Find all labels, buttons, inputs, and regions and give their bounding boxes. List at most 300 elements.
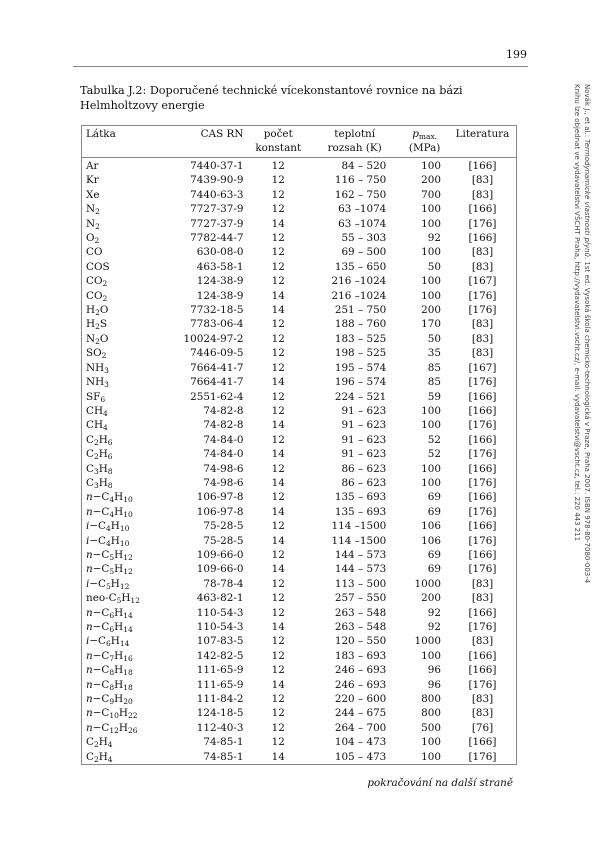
formula-element: H: [114, 491, 124, 504]
cell-pocet: 12: [271, 260, 285, 273]
cell-latka: [82, 721, 164, 735]
cell-pocet: 12: [271, 577, 285, 590]
cell-cas: 109-66-0: [196, 563, 244, 576]
header-rule: [73, 66, 528, 67]
cell-pmax: 92: [427, 621, 441, 633]
table-row: [82, 735, 517, 749]
cell-pocet: 12: [271, 232, 285, 245]
cell-cas: 7439-90-9: [190, 174, 244, 187]
cell-latka: [82, 692, 164, 706]
cell-literatura: [76]: [471, 721, 494, 734]
formula-subscript: 4: [103, 408, 108, 418]
cell-pocet: 12: [271, 548, 285, 561]
cell-cas: 106-97-8: [196, 505, 244, 518]
formula-subscript: 8: [107, 480, 113, 490]
prefix-dash: −: [92, 606, 102, 619]
isomer-prefix: n: [86, 678, 93, 691]
formula-subscript: 6: [107, 452, 113, 462]
formula-element: C: [101, 548, 110, 561]
formula-subscript: 10: [123, 495, 133, 505]
cell-pmax: 85: [427, 376, 441, 389]
table-row: [82, 591, 517, 605]
header-rozsah-2: rozsah (K): [309, 141, 400, 158]
cell-pocet: 12: [271, 462, 285, 475]
cell-latka: [82, 476, 164, 490]
cell-literatura: [166]: [468, 520, 497, 533]
cell-pmax: 35: [427, 347, 441, 360]
cell-pocet: 12: [271, 707, 285, 720]
cell-rozsah: 257 – 550: [334, 592, 387, 605]
cell-literatura: [83]: [471, 635, 494, 648]
cell-rozsah: 91 – 623: [341, 433, 387, 446]
cell-cas: 111-65-9: [196, 664, 244, 677]
formula-element: H: [110, 534, 120, 547]
cell-literatura: [166]: [468, 433, 497, 446]
cell-pocet: 14: [271, 217, 285, 230]
cell-pmax: 100: [421, 217, 441, 230]
formula-element: H: [86, 304, 96, 317]
formula-subscript: 3: [93, 466, 99, 476]
formula-subscript: 6: [109, 625, 115, 634]
table-row: [82, 678, 517, 692]
isomer-prefix: i: [86, 635, 90, 648]
cell-cas: 2551-62-4: [190, 390, 244, 403]
table-row: [82, 519, 517, 533]
cell-pmax: 69: [427, 491, 441, 504]
cell-pmax: 100: [421, 246, 441, 259]
table-row: [82, 476, 517, 490]
table-row: [82, 620, 517, 634]
formula-subscript: 14: [119, 639, 130, 649]
cell-latka: [82, 202, 164, 216]
formula-subscript: 12: [109, 725, 119, 735]
formula-element: H: [110, 577, 120, 590]
formula-subscript: 10: [109, 711, 119, 721]
cell-cas: 74-84-0: [203, 448, 244, 461]
cell-literatura: [176]: [468, 419, 497, 432]
caption-line-2: Helmholtzovy energie: [80, 99, 205, 112]
cell-cas: 74-82-8: [203, 419, 244, 432]
cell-pmax: 100: [421, 275, 441, 288]
header-row-1: [82, 126, 517, 142]
formula-subscript: 26: [127, 725, 138, 735]
cell-pocet: 12: [271, 203, 285, 216]
table-row: [82, 490, 517, 504]
formula-subscript: 2: [93, 754, 99, 764]
cell-cas: 463-58-1: [196, 260, 244, 273]
cell-latka: [82, 462, 164, 476]
formula-element: C: [86, 736, 94, 749]
cell-pmax: 69: [427, 548, 441, 561]
cell-pmax: 200: [421, 304, 441, 317]
formula-element: N: [86, 332, 96, 345]
table-row: [82, 721, 517, 735]
cell-pocet: 12: [271, 592, 285, 605]
cell-latka: [82, 418, 164, 432]
cell-pmax: 85: [427, 361, 441, 374]
cell-literatura: [166]: [468, 232, 497, 245]
table-row: [82, 274, 517, 288]
cell-pmax: 69: [427, 563, 441, 576]
cell-rozsah: 196 – 574: [334, 376, 387, 389]
cell-pocet: 12: [271, 404, 285, 417]
formula-subscript: 12: [119, 581, 130, 591]
cell-literatura: [166]: [468, 462, 497, 475]
formula-subscript: 6: [109, 610, 115, 620]
formula-element: C: [101, 606, 110, 619]
header-literatura-2: [449, 141, 517, 158]
cell-cas: 7664-41-7: [190, 376, 244, 389]
formula-subscript: 16: [123, 653, 133, 663]
isomer-prefix: n: [86, 721, 93, 734]
cell-rozsah: 91 – 623: [341, 448, 387, 461]
cell-pocet: 14: [271, 621, 285, 633]
cell-pmax: 100: [421, 160, 441, 172]
prefix-dash: −: [92, 649, 102, 662]
formula-element: C: [86, 433, 94, 446]
cell-rozsah: 135 – 693: [334, 491, 387, 504]
formula-element: N: [86, 217, 96, 230]
table-row: [82, 404, 517, 418]
cell-pmax: 200: [421, 592, 441, 605]
formula-element: H: [110, 520, 120, 533]
isomer-prefix: n: [86, 606, 93, 619]
cell-pmax: 69: [427, 505, 441, 518]
cell-rozsah: 188 – 760: [334, 318, 387, 331]
table-caption: [80, 83, 500, 113]
cell-pmax: 700: [421, 188, 441, 201]
eos-table: [81, 125, 517, 765]
formula-subscript: 10: [123, 509, 133, 519]
cell-latka: [82, 735, 164, 749]
prefix-dash: −: [92, 693, 102, 706]
margin-line1-title: Termodynamické vlastnosti plynů: [583, 139, 591, 257]
cell-rozsah: 244 – 675: [334, 707, 387, 720]
cell-pmax: 92: [427, 606, 441, 619]
cell-latka: [82, 649, 164, 663]
cell-pmax: 100: [421, 203, 441, 216]
cell-cas: 107-83-5: [196, 635, 244, 648]
formula-element: NH: [86, 376, 105, 389]
table-row: [82, 332, 517, 346]
table-row: [82, 346, 517, 360]
cell-pmax: 100: [421, 750, 441, 763]
table-row: [82, 231, 517, 245]
prefix-dash: −: [92, 621, 102, 633]
cell-latka: [82, 750, 164, 765]
cell-rozsah: 216 –1024: [331, 289, 387, 302]
cell-rozsah: 251 – 750: [334, 304, 387, 317]
margin-line1-prefix: Novák J., et al.:: [583, 84, 591, 140]
cell-pocet: 14: [271, 505, 285, 518]
formula-element: N: [86, 203, 96, 216]
header-row-2: [82, 141, 517, 158]
cell-rozsah: 216 –1024: [331, 275, 387, 288]
cell-pocet: 12: [271, 275, 285, 288]
header-pmax-unit: (MPa): [400, 141, 449, 158]
formula-element: C: [86, 750, 94, 763]
cell-cas: 7440-37-1: [190, 160, 244, 172]
cell-pocet: 12: [271, 174, 285, 187]
cell-cas: 7440-63-3: [190, 188, 244, 201]
isomer-prefix: n: [86, 563, 93, 576]
cell-rozsah: 264 – 700: [334, 721, 387, 734]
formula-subscript: 10: [119, 538, 130, 548]
cell-rozsah: 116 – 750: [334, 174, 387, 187]
cell-latka: [82, 591, 164, 605]
formula-element: C: [101, 491, 110, 504]
cell-latka: [82, 606, 164, 620]
formula-element: H: [98, 476, 108, 489]
page-number: 199: [506, 48, 527, 61]
cell-rozsah: 246 – 693: [334, 678, 387, 691]
cell-latka: [82, 173, 164, 187]
formula-element: H: [114, 693, 124, 706]
cell-latka: [82, 634, 164, 648]
formula-element: NH: [86, 361, 105, 374]
formula-element: C: [101, 621, 110, 633]
table-row: [82, 562, 517, 576]
cell-pmax: 92: [427, 232, 441, 245]
cell-cas: 74-85-1: [203, 736, 244, 749]
cell-pmax: 800: [421, 693, 441, 706]
formula-element: H: [98, 448, 108, 461]
cell-rozsah: 135 – 693: [334, 505, 387, 518]
margin-line1-suffix: . 1st ed. Vysoká škola chemicko-technologická v Praze, Praha 2007. ISBN 978-80-7080-003-4: [583, 256, 591, 584]
formula-subscript: 8: [107, 466, 113, 476]
cell-latka: [82, 158, 164, 174]
formula-element: H: [121, 592, 131, 605]
table-row: [82, 390, 517, 404]
cell-pocet: 12: [271, 347, 285, 360]
prefix-dash: −: [92, 664, 102, 677]
cell-literatura: [176]: [468, 448, 497, 461]
cell-pmax: 100: [421, 289, 441, 302]
prefix-dash: −: [92, 563, 102, 576]
formula-element: H: [114, 649, 124, 662]
cell-cas: 74-98-6: [203, 462, 244, 475]
cell-literatura: [176]: [468, 678, 497, 691]
formula-subscript: 18: [123, 668, 133, 678]
formula-element: C: [86, 448, 94, 461]
isomer-prefix: n: [86, 664, 93, 677]
table-wrapper: [81, 125, 517, 765]
cell-rozsah: 183 – 693: [334, 649, 387, 662]
formula-element: H: [86, 318, 96, 331]
formula-subscript: 5: [109, 567, 115, 577]
cell-rozsah: 246 – 693: [334, 664, 387, 677]
table-row: [82, 173, 517, 187]
cell-cas: 7782-44-7: [190, 232, 244, 245]
formula-element: O: [99, 332, 109, 345]
cell-cas: 7446-09-5: [190, 347, 244, 360]
formula-subscript: 2: [93, 740, 99, 750]
isomer-prefix: n: [86, 548, 93, 561]
formula-element: CO: [86, 289, 103, 302]
table-body: [82, 158, 517, 765]
table-row: [82, 202, 517, 216]
table-row: [82, 706, 517, 720]
cell-literatura: [176]: [468, 376, 497, 389]
formula-element: H: [98, 736, 108, 749]
cell-cas: 75-28-5: [203, 520, 244, 533]
cell-cas: 110-54-3: [196, 606, 244, 619]
isomer-prefix: n: [86, 491, 93, 504]
cell-literatura: [167]: [468, 275, 497, 288]
cell-literatura: [166]: [468, 404, 497, 417]
formula-subscript: 6: [107, 437, 113, 447]
formula-subscript: 2: [93, 452, 99, 462]
cell-literatura: [83]: [471, 318, 494, 331]
formula-subscript: 3: [104, 365, 109, 375]
cell-rozsah: 63 –1074: [338, 203, 387, 216]
cell-cas: 7664-41-7: [190, 361, 244, 374]
cell-latka: [82, 433, 164, 447]
formula-subscript: 2: [101, 351, 107, 361]
cell-cas: 142-82-5: [196, 649, 244, 662]
cell-cas: 124-18-5: [196, 707, 244, 720]
cell-pmax: 106: [421, 520, 441, 533]
isomer-prefix: i: [86, 520, 90, 533]
formula-element: C: [101, 563, 110, 576]
header-cas: CAS RN: [200, 128, 244, 140]
formula-subscript: 4: [109, 495, 115, 505]
cell-latka: [82, 346, 164, 360]
prefix-dash: −: [92, 678, 102, 691]
header-pocet: počet: [263, 128, 293, 140]
cell-cas: 111-65-9: [196, 678, 244, 691]
cell-pocet: 14: [271, 563, 285, 576]
cell-latka: [82, 678, 164, 692]
margin-line2: Knihu lze objednat ve vydavatelství VŠCHT Praha, http://vydavatelstvi.vscht.cz/, e-mail: vydavatelstvi@vscht.cz, tel.: 220 443 211: [573, 84, 581, 542]
formula-element: H: [114, 664, 124, 677]
prefix-dash: −: [89, 520, 99, 533]
cell-rozsah: 84 – 520: [341, 160, 387, 172]
formula-element: C: [101, 649, 110, 662]
cell-literatura: [176]: [468, 476, 497, 489]
cell-pmax: 1000: [414, 635, 441, 648]
formula-subscript: 22: [127, 711, 138, 721]
caption-line-1: Tabulka J.2: Doporučené technické vícekonstantové rovnice na bázi: [80, 84, 463, 97]
continuation-note: pokračování na další straně: [367, 777, 513, 789]
formula-element: C: [98, 520, 106, 533]
cell-latka: [82, 390, 164, 404]
formula-element: CH: [86, 419, 104, 432]
cell-literatura: [166]: [468, 606, 497, 619]
formula-element: C: [98, 635, 106, 648]
cell-pocet: 12: [271, 160, 285, 172]
prefix-dash: −: [92, 721, 102, 734]
formula-element: C: [101, 721, 110, 734]
table-row: [82, 750, 517, 765]
cell-pmax: 100: [421, 649, 441, 662]
cell-pocet: 12: [271, 693, 285, 706]
cell-literatura: [167]: [468, 361, 497, 374]
formula-element: H: [98, 462, 108, 475]
cell-rozsah: 55 – 303: [341, 232, 387, 245]
cell-latka: [82, 245, 164, 259]
formula-subscript: 2: [95, 207, 100, 217]
cell-cas: 75-28-5: [203, 534, 244, 547]
header-rozsah: teplotní: [334, 128, 376, 140]
cell-pmax: 106: [421, 534, 441, 547]
pmax-symbol: p: [412, 128, 419, 140]
formula-element: H: [98, 750, 108, 763]
formula-element: H: [118, 707, 128, 720]
formula-element: COS: [86, 260, 110, 273]
cell-literatura: [166]: [468, 664, 497, 677]
table-row: [82, 534, 517, 548]
cell-pocet: 12: [271, 635, 285, 648]
cell-pmax: 50: [427, 332, 441, 345]
formula-element: C: [101, 678, 110, 691]
formula-subscript: 2: [95, 308, 100, 318]
cell-pocet: 14: [271, 376, 285, 389]
cell-pocet: 12: [271, 433, 285, 446]
cell-rozsah: 220 – 600: [334, 693, 387, 706]
cell-cas: 10024-97-2: [183, 332, 244, 345]
cell-latka: [82, 260, 164, 274]
cell-cas: 124-38-9: [196, 289, 244, 302]
cell-literatura: [83]: [471, 246, 494, 259]
cell-pmax: 100: [421, 462, 441, 475]
cell-rozsah: 91 – 623: [341, 419, 387, 432]
cell-pmax: 100: [421, 476, 441, 489]
cell-pocet: 14: [271, 289, 285, 302]
formula-subscript: 8: [109, 682, 115, 692]
cell-rozsah: 263 – 548: [334, 606, 387, 619]
header-cas-2: [164, 141, 248, 158]
cell-literatura: [83]: [471, 707, 494, 720]
formula-subscript: 18: [123, 682, 133, 692]
formula-subscript: 2: [102, 293, 108, 303]
formula-element: H: [114, 505, 124, 518]
cell-pmax: 100: [421, 404, 441, 417]
cell-pocet: 12: [271, 361, 285, 374]
cell-pocet: 12: [271, 520, 285, 533]
cell-cas: 106-97-8: [196, 491, 244, 504]
cell-rozsah: 69 – 500: [341, 246, 387, 259]
header-literatura: Literatura: [455, 128, 510, 140]
formula-subscript: 12: [123, 552, 133, 562]
cell-pmax: 100: [421, 736, 441, 749]
cell-latka: [82, 231, 164, 245]
cell-pmax: 50: [427, 260, 441, 273]
isomer-prefix: neo: [86, 592, 106, 605]
formula-element: H: [114, 548, 124, 561]
formula-element: C: [101, 707, 110, 720]
formula-subscript: 4: [106, 524, 111, 534]
cell-rozsah: 144 – 573: [334, 548, 387, 561]
formula-element: H: [114, 678, 124, 691]
cell-literatura: [166]: [468, 203, 497, 216]
formula-element: C: [86, 462, 94, 475]
cell-cas: 630-08-0: [196, 246, 244, 259]
cell-cas: 112-40-3: [196, 721, 244, 734]
formula-subscript: 4: [107, 754, 113, 764]
cell-rozsah: 86 – 623: [341, 462, 387, 475]
cell-pmax: 200: [421, 174, 441, 187]
formula-element: S: [99, 318, 107, 331]
cell-pmax: 100: [421, 419, 441, 432]
table-row: [82, 663, 517, 677]
cell-literatura: [176]: [468, 304, 497, 317]
cell-rozsah: 91 – 623: [341, 404, 387, 417]
cell-latka: [82, 317, 164, 331]
header-pocet-2: konstant: [247, 141, 309, 158]
formula-element: C: [101, 505, 110, 518]
formula-subscript: 2: [94, 236, 100, 246]
